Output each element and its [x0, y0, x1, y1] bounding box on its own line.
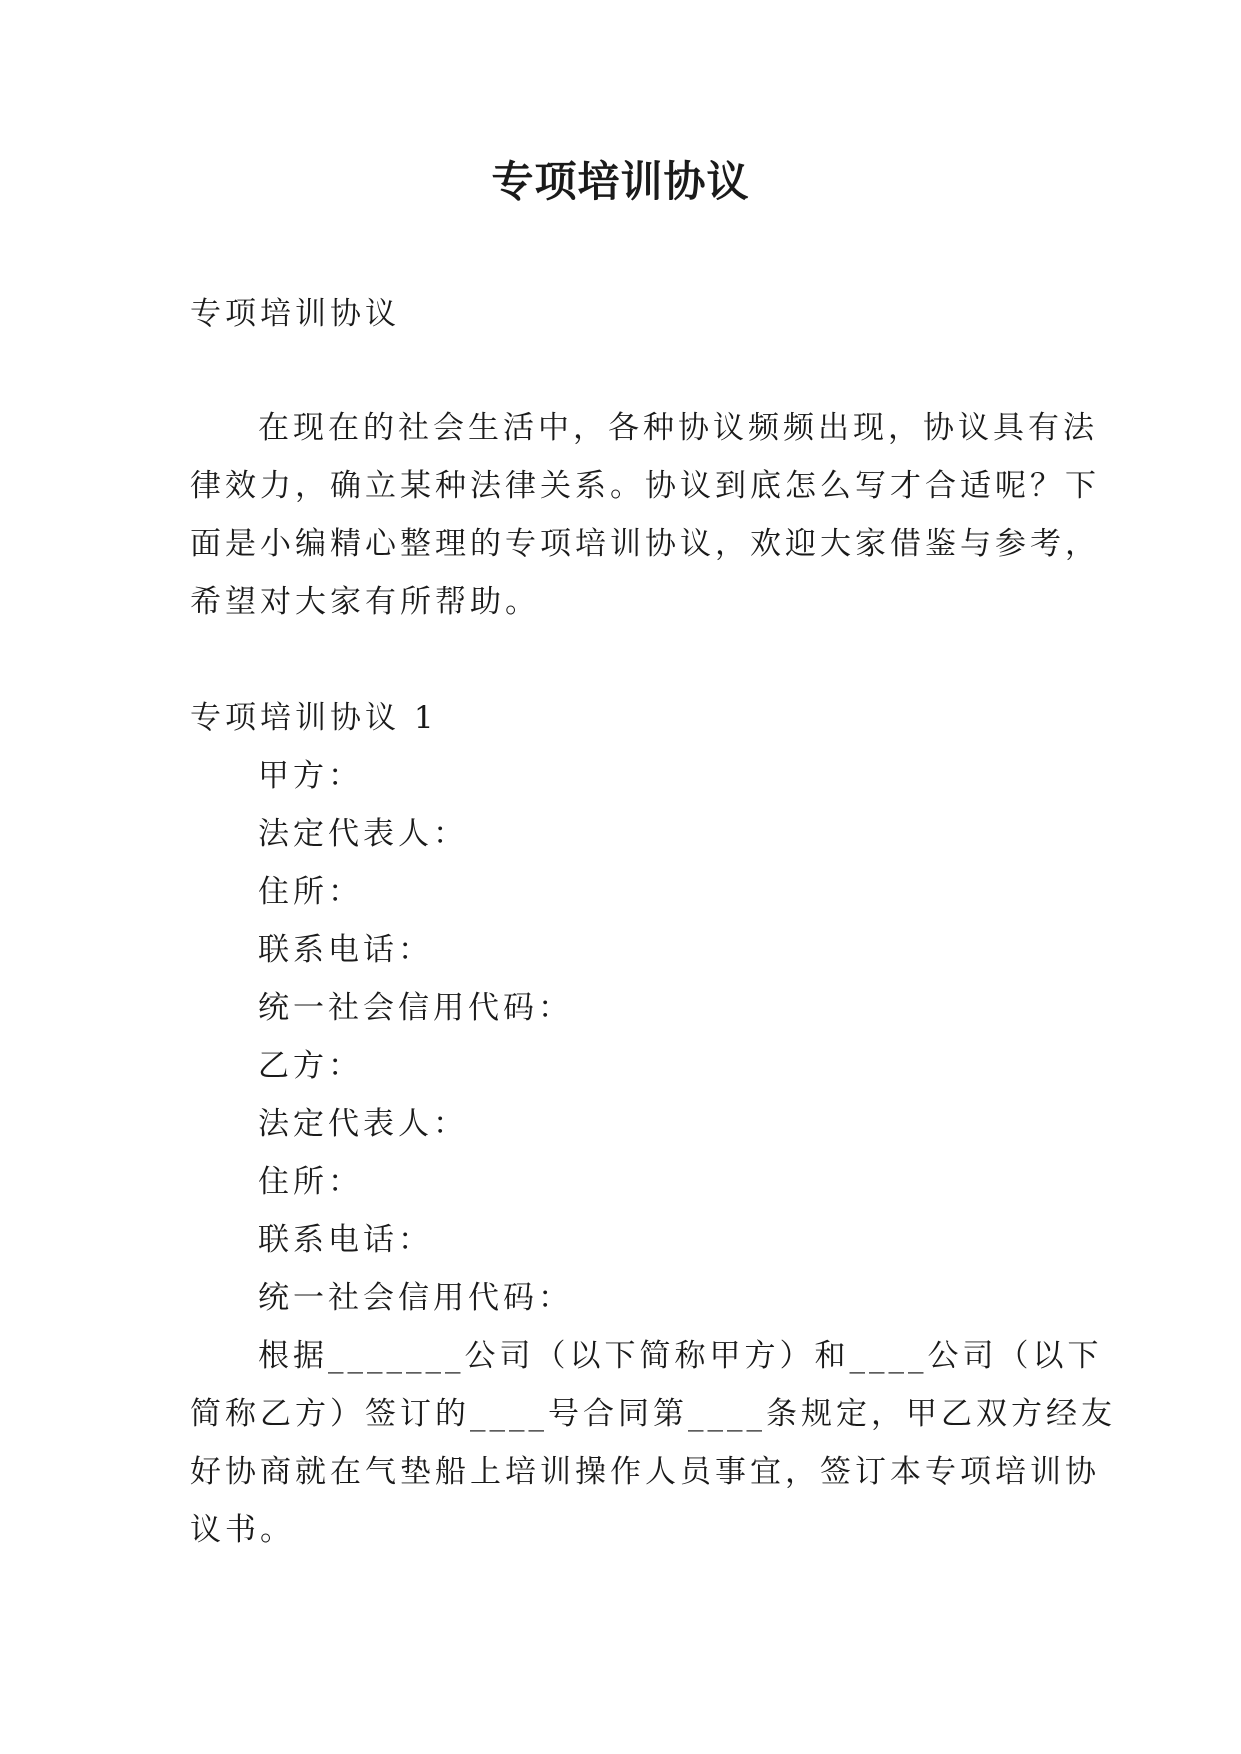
document-title: 专项培训协议	[491, 157, 750, 206]
basis-line-4: 议书。	[190, 1512, 295, 1548]
document-subtitle: 专项培训协议	[190, 296, 400, 332]
party-a-legal-rep: 法定代表人：	[258, 816, 468, 852]
intro-line-1: 在现在的社会生活中，各种协议频频出现，协议具有法	[258, 410, 1098, 446]
party-b-label: 乙方：	[258, 1048, 363, 1084]
party-a-credit-code: 统一社会信用代码：	[258, 990, 573, 1026]
basis-line-3: 好协商就在气垫船上培训操作人员事宜，签订本专项培训协	[190, 1454, 1100, 1490]
party-b-phone: 联系电话：	[258, 1222, 433, 1258]
party-b-address: 住所：	[258, 1164, 363, 1200]
party-a-label: 甲方：	[258, 758, 363, 794]
intro-line-2: 律效力，确立某种法律关系。协议到底怎么写才合适呢？下	[190, 468, 1100, 504]
party-b-legal-rep: 法定代表人：	[258, 1106, 468, 1142]
section-heading: 专项培训协议 1	[190, 700, 438, 736]
basis-line-1: 根据_______公司（以下简称甲方）和____公司（以下	[258, 1338, 1103, 1374]
party-a-address: 住所：	[258, 874, 363, 910]
basis-line-2: 简称乙方）签订的____号合同第____条规定，甲乙双方经友	[190, 1396, 1116, 1432]
intro-line-3: 面是小编精心整理的专项培训协议，欢迎大家借鉴与参考，	[190, 526, 1100, 562]
intro-line-4: 希望对大家有所帮助。	[190, 584, 540, 620]
party-b-credit-code: 统一社会信用代码：	[258, 1280, 573, 1316]
party-a-phone: 联系电话：	[258, 932, 433, 968]
